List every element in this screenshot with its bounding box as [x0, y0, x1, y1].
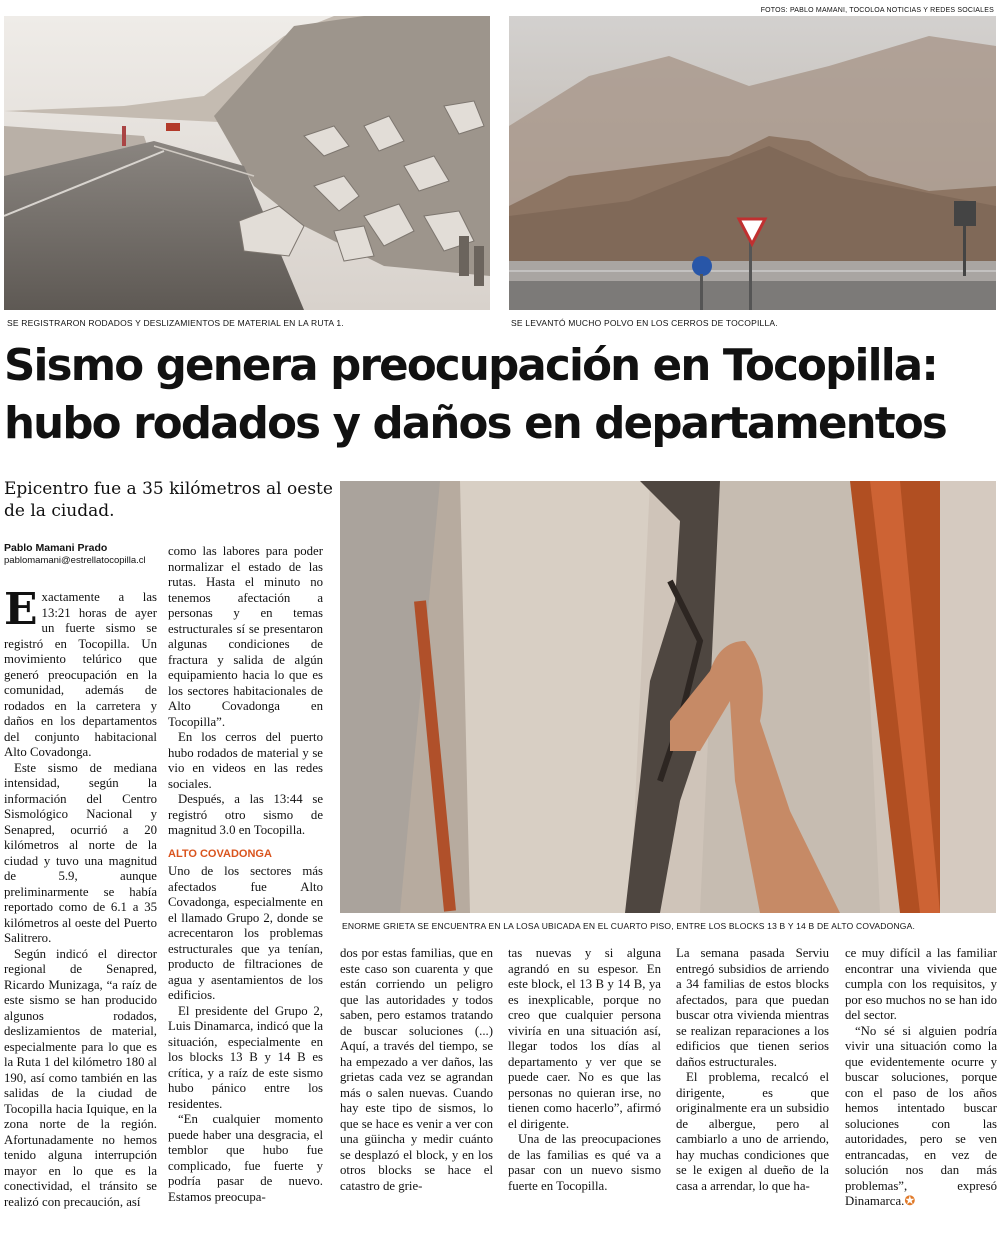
subhead-alto-covadonga: ALTO COVADONGA	[168, 847, 272, 860]
paragraph: En los cerros del puerto hubo rodados de material y se vio en videos en las redes sociales.	[168, 730, 323, 791]
paragraph: El problema, recalcó el dirigente, es que originalmente era un subsidio de albergue, pero al cambiarlo a uno de arriendo, hay muchas condiciones que se le exigen al dueño de la casa a arrendar, lo que ha-	[676, 1070, 829, 1193]
article-column-6	[845, 946, 997, 1210]
photo-crack	[340, 481, 996, 913]
paragraph: Una de las preocupaciones de las familias es qué va a pasar con un nuevo sismo fuerte en Tocopilla.	[508, 1132, 661, 1193]
dust-hills-illustration	[509, 16, 996, 310]
paragraph: tas nuevas y si alguna agrandó en su espesor. En este block, el 13 B y 14 B, ya es inexplicable, porque no creo que cualquier persona viviría en una situación así, llegar todos los días al departamento y ver que se puede caer. No es que las personas no quieran irse, no tienen como hacerlo”, afirmó el dirigente.	[508, 946, 661, 1131]
dropcap: E	[4, 584, 38, 635]
paragraph: “No sé si alguien podría vivir una situación como la que evidentemente ocurre y buscar soluciones, porque con el paso de los años hemos intentado buscar soluciones con las autoridades, pero se ven entrancadas, en vez de solución nos dan más problemas”, expresó Dinamarca.✪	[845, 1023, 997, 1208]
article-column-3	[340, 946, 493, 1194]
byline-email: pablomamani@estrellatocopilla.cl	[4, 555, 146, 566]
road-rockslide-illustration	[4, 16, 490, 310]
paragraph: El presidente del Grupo 2, Luis Dinamarca, indicó que la situación, especialmente en los blocks 13 B y 14 B es crítica, y a raíz de este sismo hubo pánico entre los residentes.	[168, 1003, 323, 1111]
paragraph: como las labores para poder normalizar el estado de las rutas. Hasta el minuto no tenemos afectación a personas y en temas estructurales sí se presentaron algunas condiciones de fractura y salida de algún equipamiento hacia lo que es los sectores habitacionales de Alto Covadonga en Tocopilla”.	[168, 544, 323, 729]
paragraph-lead: Exactamente a las 13:21 horas de ayer un fuerte sismo se registró en Tocopilla. Un movimiento telúrico que generó preocupación en la comunidad, además de rodados en la carretera y daños en los departamentos del conjunto habitacional Alto Covadonga.	[4, 584, 157, 759]
paragraph: “En cualquier momento puede haber una desgracia, el temblor que hubo fue complicado, fue fuerte y podría pasar de nuevo. Estamos preocupa-	[168, 1112, 323, 1204]
crack-illustration	[340, 481, 996, 913]
headline-line-2: hubo rodados y daños en departamentos	[4, 399, 946, 449]
end-mark-icon: ✪	[904, 1194, 916, 1208]
photo-road-rockslide	[4, 16, 490, 310]
headline-line-1: Sismo genera preocupación en Tocopilla:	[4, 341, 937, 391]
headline	[4, 337, 998, 453]
caption-photo-2: SE LEVANTÓ MUCHO POLVO EN LOS CERROS DE TOCOPILLA.	[511, 318, 778, 328]
deck: Epicentro fue a 35 kilómetros al oeste de la ciudad.	[4, 479, 333, 521]
paragraph: Uno de los sectores más afectados fue Alto Covadonga, especialmente en el llamado Grupo 2, donde se acrecentaron los problemas estructurales que ya tenían, producto de filtraciones de agua y asentamientos de los edificios.	[168, 864, 323, 1002]
caption-photo-3: ENORME GRIETA SE ENCUENTRA EN LA LOSA UBICADA EN EL CUARTO PISO, ENTRE LOS BLOCKS 13 B Y 14 B DE ALTO COVADONGA.	[342, 921, 916, 931]
article-column-4	[508, 946, 661, 1194]
byline-name: Pablo Mamani Prado	[4, 542, 108, 554]
article-column-1	[4, 584, 157, 1210]
paragraph: La semana pasada Serviu entregó subsidios de arriendo a 34 familias de estos blocks afectados, para que puedan buscar otra vivienda mientras se realizan reparaciones a los edificios que tienen serios daños estructurales.	[676, 946, 829, 1069]
paragraph: dos por estas familias, que en este caso son cuarenta y que están corriendo un peligro que las autoridades y todos saben, pero estamos tratando de buscar soluciones (...) Aquí, a través del tiempo, se ha empezado a ver daños, las grietas cada vez se agrandan más o salen nuevas. Cuando hay este tipo de sismos, lo que se hace es venir a ver con una güincha y medir cuánto se desplazó el block, y en los otros blocks se hace el catastro de grie-	[340, 946, 493, 1193]
paragraph: Este sismo de mediana intensidad, según la información del Centro Sismológico Nacional y Senapred, ocurrió a 20 kilómetros al norte de la ciudad y tuvo una magnitud de 5.9, aunque preliminarmente se había reportado como de 6.1 a 35 kilómetros al oeste del Puerto Salitrero.	[4, 760, 157, 945]
byline	[4, 542, 169, 566]
photo-dust-hills	[509, 16, 996, 310]
paragraph: Después, a las 13:44 se registró otro sismo de magnitud 3.0 en Tocopilla.	[168, 792, 323, 837]
article-column-5	[676, 946, 829, 1194]
caption-photo-1: SE REGISTRARON RODADOS Y DESLIZAMIENTOS DE MATERIAL EN LA RUTA 1.	[7, 318, 344, 328]
article-column-2	[168, 544, 323, 1205]
photo-credit: FOTOS: PABLO MAMANI, TOCOLOA NOTICIAS Y REDES SOCIALES	[760, 7, 994, 14]
paragraph: Según indicó el director regional de Senapred, Ricardo Munizaga, “a raíz de este sismo se han producido algunos rodados, deslizamientos de material, especialmente para lo que es la Ruta 1 del kilómetro 180 al 190, así como también en las salidas de la ciudad de Tocopilla hacia Iquique, en la zona norte de la región. Afortunadamente no hemos tenido alguna interrupción mayor en lo que es la conectividad, el tránsito se realizó con precaución, así	[4, 946, 157, 1209]
paragraph: ce muy difícil a las familiar encontrar una vivienda que cumpla con los requisitos, y por eso muchos no se han ido del sector.	[845, 946, 997, 1022]
